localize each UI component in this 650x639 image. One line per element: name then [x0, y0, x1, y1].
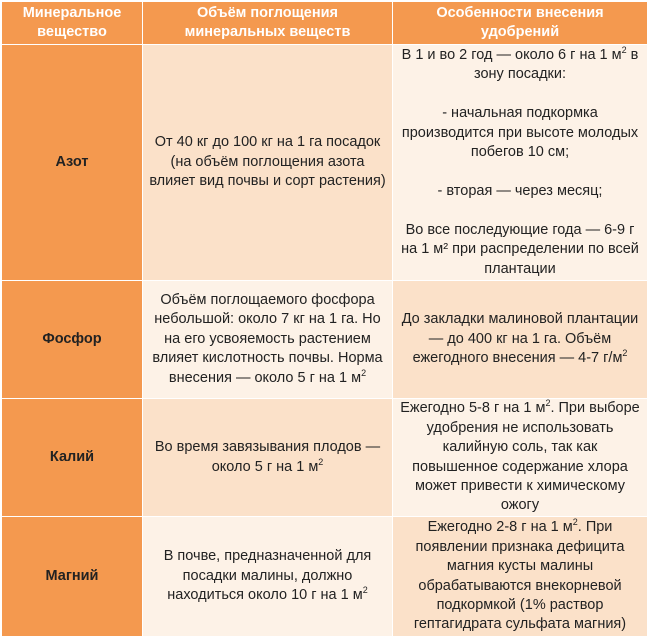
- application-cell: [393, 281, 648, 399]
- application-cell: [393, 45, 648, 281]
- mineral-name: Фосфор: [2, 281, 143, 399]
- superscript: 2: [621, 45, 627, 56]
- superscript: 2: [545, 398, 551, 409]
- superscript: 2: [361, 367, 367, 378]
- application-cell: [393, 517, 648, 637]
- application-text: . При появлении признака дефицита магния кусты малины обрабатываются внекорневой подкормкой (1% раствор гептагидрата сульфата магния): [413, 519, 627, 633]
- absorption-cell: От 40 кг до 100 кг на 1 га посадок (на объём поглощения азота влияет вид почвы и сорт растения): [143, 45, 393, 281]
- mineral-name: Магний: [2, 517, 143, 637]
- table-row: [2, 45, 648, 281]
- superscript: 2: [362, 585, 368, 596]
- absorption-text: Во время завязывания плодов — около 5 г на 1 м: [154, 439, 381, 475]
- application-text: - начальная подкормка производится при высоте молодых побегов 10 см;: [401, 105, 639, 161]
- superscript: 2: [572, 517, 578, 528]
- mineral-name: Калий: [2, 399, 143, 517]
- application-text: В 1 и во 2 год — около 6 г на 1 м: [401, 47, 622, 64]
- application-text: . При выборе удобрения не использовать калийную соль, так как повышенное содержание хлора может привести к химическому ожогу: [412, 400, 640, 514]
- application-text: Ежегодно 2-8 г на 1 м: [427, 519, 573, 536]
- header-absorption: Объём поглощения минеральных веществ: [143, 2, 393, 45]
- application-text: - вторая — через месяц;: [437, 182, 603, 199]
- superscript: 2: [622, 348, 628, 359]
- mineral-name: Азот: [2, 45, 143, 281]
- application-text: До закладки малиновой плантации — до 400 кг на 1 га. Объём ежегодного внесения — 4-7 г/м: [401, 311, 639, 367]
- application-text: в зону посадки:: [474, 47, 639, 83]
- absorption-cell: [143, 517, 393, 637]
- application-text: Ежегодно 5-8 г на 1 м: [400, 400, 546, 417]
- table-row: [2, 281, 648, 399]
- table-row: [2, 399, 648, 517]
- absorption-cell: [143, 281, 393, 399]
- application-cell: [393, 399, 648, 517]
- application-text: Во все последующие года — 6-9 г на 1 м² при распределении по всей плантации: [401, 221, 639, 277]
- absorption-text: В почве, предназначенной для посадки малины, должно находиться около 10 г на 1 м: [163, 548, 372, 604]
- fertilizer-table: [1, 1, 648, 637]
- table-row: [2, 517, 648, 637]
- superscript: 2: [318, 456, 324, 467]
- header-application: Особенности внесения удобрений: [393, 2, 648, 45]
- header-row: [2, 2, 648, 45]
- absorption-text: Объём поглощаемого фосфора небольшой: около 7 кг на 1 га. Но на его усвояемость растением влияет кислотность почвы. Норма внесения — около 5 г на 1 м: [152, 291, 383, 386]
- header-mineral: Минеральное вещество: [2, 2, 143, 45]
- absorption-cell: [143, 399, 393, 517]
